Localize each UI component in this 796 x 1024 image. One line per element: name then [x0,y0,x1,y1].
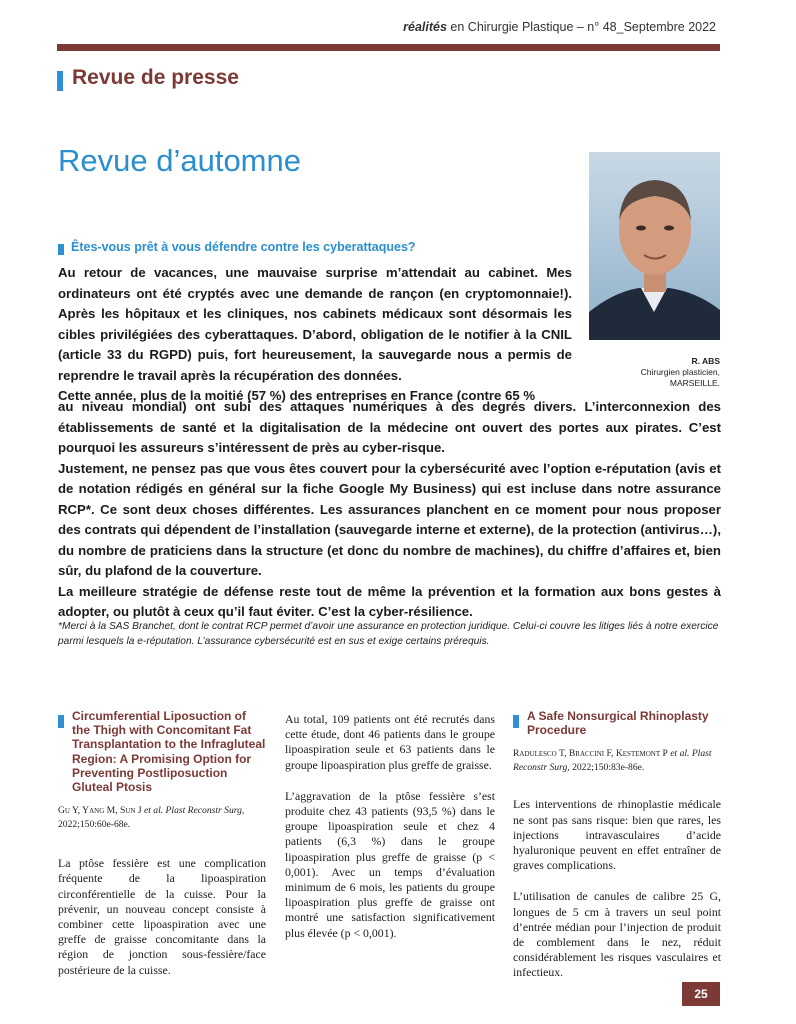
article-reference [58,804,266,832]
article-citation: 2022;150:83e-86e. [569,762,645,774]
journal-prefix: réalités [403,20,447,34]
editorial-paragraph: Cette année, plus de la moitié (57 %) des entreprises en France (contre 65 % [58,388,536,403]
running-header [403,20,716,34]
author-role: Chirurgien plasticien, [640,367,720,377]
article-journal: et al. Plast Reconstr Surg, [513,748,712,774]
article-paragraph: Au total, 109 patients ont été recrutés dans cette étude, dont 46 patients dans le groupe lipoaspiration seule et 63 patients dans le groupe lipoaspiration plus greffe de graisse. [285,712,495,772]
article-title: A Safe Nonsurgical Rhinoplasty Procedure [527,709,709,738]
article-paragraph: Les interventions de rhinoplastie médicale ne sont pas sans risque: bien que rares, les injections intravasculaires d’acide hyaluronique peuvent en effet entraîner de graves complications. [513,797,721,873]
editorial-body-top [58,263,572,407]
article-authors: Radulesco T, Braccini F, Kestemont P [513,748,668,760]
author-name: R. ABS [691,356,720,366]
editorial-question: Êtes-vous prêt à vous défendre contre les cyberattaques? [71,240,416,254]
article-column-2 [285,712,495,957]
article-paragraph: L’aggravation de la ptôse fessière s’est produite chez 43 patients (93,5 %) dans le groupe lipoaspiration seule et chez 4 patients (6,3 %) dans le groupe lipoaspiration plus greffe de graisse (p < 0,001). Avec un temps d’évaluation minimum de 6 mois, les patients du groupe lipoaspiration plus greffe de graisse ont montré une satisfaction significativement plus élevée (p < 0,001). [285,788,495,940]
footnote: *Merci à la SAS Branchet, dont le contrat RCP permet d’avoir une assurance en protection juridique. Celui-ci couvre les litiges liés à notre exercice parmi lesquels la e-réputation. L’assurance cybersécurité est en sus et exige certains prérequis. [58,621,719,647]
article-column-3 [513,709,721,997]
article-citation: 2022;150:60e-68e. [58,819,131,831]
editorial-paragraph: au niveau mondial) ont subi des attaques numériques à des degrés divers. L’interconnexion des établissements de santé et la digitalisation de la médecine ont ouvert des portes aux pirates. C’est pourquoi les assureurs s’intéressent de près au cyber-risque. [58,399,721,455]
article-paragraph: La ptôse fessière est une complication fréquente de la lipoaspiration circonférentielle de la cuisse. Pour la prévenir, un nouveau concept consiste à combiner cette lipoaspiration avec une greffe de graisse concomitante dans la région de jonction sous-fessière/face postérieure de la cuisse. [58,856,266,977]
article-reference [513,747,721,775]
author-photo [589,152,720,340]
author-credit [641,356,720,389]
author-city: MARSEILLE. [669,378,720,388]
section-marker [57,71,63,91]
section-title: Revue de presse [72,66,239,89]
question-marker [58,244,64,255]
page-title: Revue d’automne [58,143,301,178]
article-paragraph: L’utilisation de canules de calibre 25 G, longues de 5 cm à travers un seul point d’entrée médian pour l’injection de produit de comblement dans le nez, réduit considérablement les risques vasculaires et infectieux. [513,889,721,980]
editorial-paragraph: La meilleure stratégie de défense reste tout de même la prévention et la formation aux bons gestes à adopter, ou plutôt à ceux qu’il faut éviter. C’est la cyber-résilience. [58,583,721,619]
journal-issue: en Chirurgie Plastique – n° 48_Septembre 2022 [446,20,716,34]
editorial-body [58,397,721,623]
article-authors: Gu Y, Yang M, Sun J [58,805,142,817]
article-journal: et al. Plast Reconstr Surg, [141,805,245,817]
article-column-1 [58,709,266,994]
editorial-paragraph: Justement, ne pensez pas que vous êtes couvert pour la cybersécurité avec l’option e-réputation (avis et de notation rédigés en général sur la fiche Google My Business) qui est incluse dans notre assurance RCP*. Ce sont deux choses différentes. Les assurances planchent en ce moment pour nous proposer des contrats qui dépendent de l’installation (sauvegarde interne et externe), de la protection (antivirus…), du nombre de praticiens dans la structure (et donc du nombre de machines), du chiffre d’affaires et, bien sûr, du plafond de la couverture. [58,460,721,578]
article-title: Circumferential Liposuction of the Thigh with Concomitant Fat Transplantation to the Infragluteal Region: A Promising Option for Preventing Postliposuction Gluteal Ptosis [72,709,266,795]
page-number: 25 [682,982,720,1006]
editorial-paragraph: Au retour de vacances, une mauvaise surprise m’attendait au cabinet. Mes ordinateurs ont été cryptés avec une demande de rançon (en cryptomonnaie!). Après les hôpitaux et les cliniques, nos cabinets médicaux sont désormais les cibles privilégiées des cyberattaques. D’abord, obligation de le notifier à la CNIL (article 33 du RGPD) puis, fort heureusement, la sauvegarde nous a permis de reprendre le travail après la récupération des données. [58,265,572,383]
article-marker [58,715,64,728]
header-rule [57,44,720,51]
article-marker [513,715,519,728]
